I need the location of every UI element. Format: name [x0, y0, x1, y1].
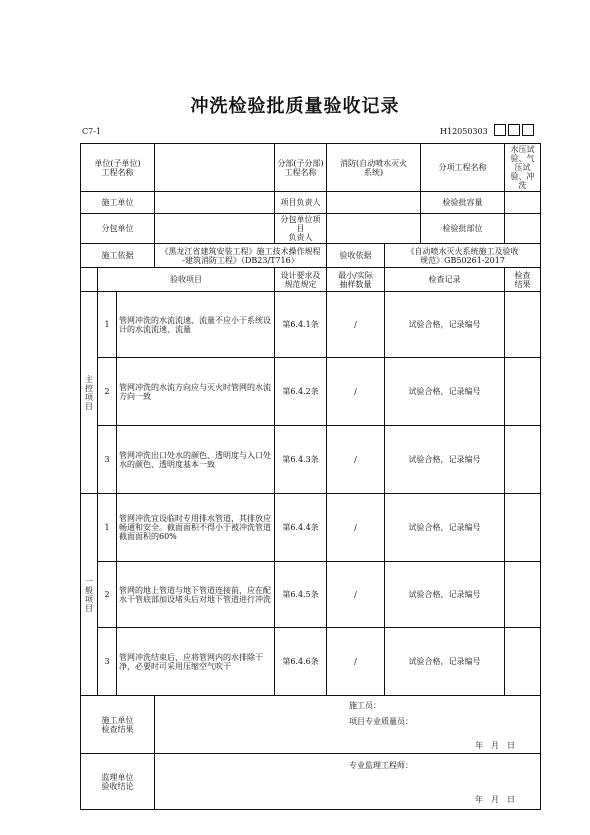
general-sample: / — [327, 628, 385, 696]
builder-value[interactable] — [155, 192, 275, 214]
main-sample: / — [327, 292, 385, 358]
general-no: 2 — [98, 562, 117, 628]
basis-label: 施工依据 — [81, 244, 155, 268]
sub-manager-label: 分包单位项目 负责人 — [275, 214, 327, 244]
general-result[interactable] — [505, 628, 541, 696]
general-req: 第6.4.5条 — [275, 562, 327, 628]
sub-manager-value[interactable] — [327, 214, 421, 244]
main-record: 试验合格，记录编号 — [385, 358, 505, 426]
general-no: 1 — [98, 494, 117, 562]
supervisor-date: 年 月 日 — [475, 795, 516, 804]
general-text: 管网的地上管道与地下管道连接前，应在配水干管底部加设堵头后对地下管道进行冲洗 — [117, 562, 275, 628]
capacity-label: 检验批容量 — [421, 192, 505, 214]
builder-person: 施工员： — [349, 701, 382, 710]
manager-value[interactable] — [327, 192, 421, 214]
inspection-table — [80, 143, 541, 810]
general-sample: / — [327, 562, 385, 628]
main-sample: / — [327, 426, 385, 494]
main-text: 管网冲洗的水流流速、流量不应小于系统设计的水流流速、流量 — [117, 292, 275, 358]
unit-value[interactable] — [155, 144, 275, 192]
general-record: 试验合格，记录编号 — [385, 628, 505, 696]
builder-date: 年 月 日 — [475, 741, 516, 750]
main-req: 第6.4.1条 — [275, 292, 327, 358]
number-box — [494, 124, 506, 136]
main-no: 3 — [98, 426, 117, 494]
main-no: 1 — [98, 292, 117, 358]
general-record: 试验合格，记录编号 — [385, 494, 505, 562]
builder-check-area[interactable] — [155, 696, 541, 754]
item-label: 分项工程名称 — [421, 144, 505, 192]
main-req: 第6.4.2条 — [275, 358, 327, 426]
main-result[interactable] — [505, 358, 541, 426]
builder-label: 施工单位 — [81, 192, 155, 214]
general-result[interactable] — [505, 494, 541, 562]
blank-corner — [81, 268, 98, 292]
general-text: 管网冲洗宜设临时专用排水管道，其排放应畅通和安全。截面面积不得小于被冲洗管道截面面积的60% — [117, 494, 275, 562]
main-result[interactable] — [505, 426, 541, 494]
general-result[interactable] — [505, 562, 541, 628]
sub-label: 分部(子分部) 工程名称 — [275, 144, 327, 192]
subcontract-value[interactable] — [155, 214, 275, 244]
supervisor-person: 专业监理工程师： — [349, 761, 414, 770]
number-box — [508, 124, 520, 136]
main-record: 试验合格，记录编号 — [385, 426, 505, 494]
sub-value: 消防(自动喷水灭火 系统) — [327, 144, 421, 192]
supervisor-check-label: 监理单位 验收结论 — [81, 754, 155, 810]
builder-check-label: 施工单位 检查结果 — [81, 696, 155, 754]
general-req: 第6.4.6条 — [275, 628, 327, 696]
general-group-label: 一般项目 — [81, 494, 98, 696]
col-sample: 最小/实际 抽样数量 — [327, 268, 385, 292]
main-no: 2 — [98, 358, 117, 426]
main-group-label: 主控项目 — [81, 292, 98, 494]
acc-basis-label: 验收依据 — [327, 244, 385, 268]
record-number: H12050303 — [440, 127, 488, 136]
page-title: 冲洗检验批质量验收记录 — [190, 96, 400, 117]
main-text: 管网冲洗的水流方向应与灭火时管网的水流方向一致 — [117, 358, 275, 426]
basis-value: 《黑龙江省建筑安装工程》施工技术操作规程 -建筑消防工程》（DB23/T716） — [155, 244, 327, 268]
part-value[interactable] — [505, 214, 541, 244]
number-box — [522, 124, 534, 136]
col-item: 验收项目 — [98, 268, 275, 292]
unit-label: 单位(子单位) 工程名称 — [81, 144, 155, 192]
main-result[interactable] — [505, 292, 541, 358]
general-req: 第6.4.4条 — [275, 494, 327, 562]
builder-quality: 项目专业质量员： — [349, 717, 414, 726]
main-req: 第6.4.3条 — [275, 426, 327, 494]
number-boxes — [494, 124, 534, 136]
main-sample: / — [327, 358, 385, 426]
col-result: 检查 结果 — [505, 268, 541, 292]
general-no: 3 — [98, 628, 117, 696]
manager-label: 项目负责人 — [275, 192, 327, 214]
part-label: 检验批部位 — [421, 214, 505, 244]
col-record: 检查记录 — [385, 268, 505, 292]
supervisor-check-area[interactable] — [155, 754, 541, 810]
col-req: 设计要求及 规范规定 — [275, 268, 327, 292]
main-text: 管网冲洗出口处水的颜色、透明度与入口处水的颜色、透明度基本一致 — [117, 426, 275, 494]
form-code: C7-1 — [82, 127, 102, 136]
acc-basis-value: 《自动喷水灭火系统施工及验收 规范》GB50261-2017 — [385, 244, 541, 268]
capacity-value[interactable] — [505, 192, 541, 214]
general-sample: / — [327, 494, 385, 562]
main-record: 试验合格，记录编号 — [385, 292, 505, 358]
subcontract-label: 分包单位 — [81, 214, 155, 244]
general-text: 管网冲洗结束后，应将管网内的水排除干净，必要时可采用压缩空气吹干 — [117, 628, 275, 696]
item-value: 水压试验、气压试 验、冲洗 — [505, 144, 541, 192]
general-record: 试验合格，记录编号 — [385, 562, 505, 628]
